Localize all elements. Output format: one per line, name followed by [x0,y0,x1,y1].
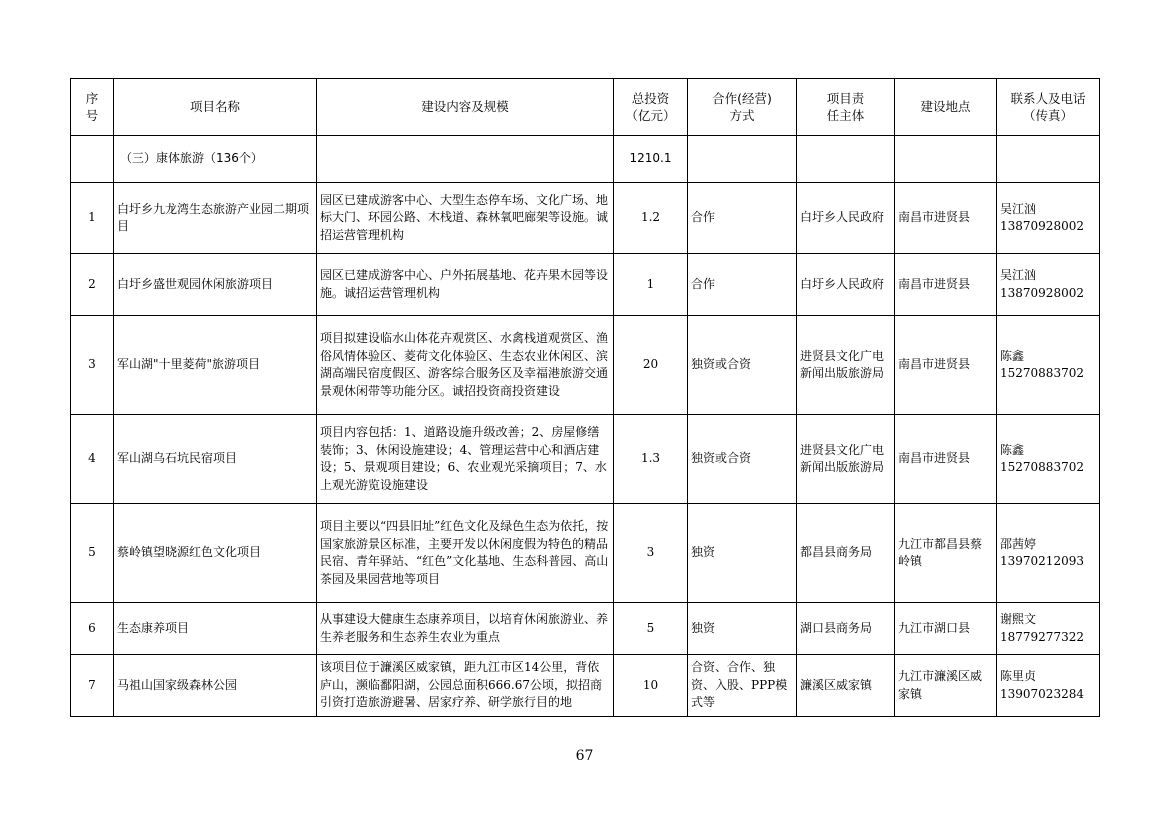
project-location: 南昌市进贤县 [895,183,997,254]
project-name: 生态康养项目 [114,603,317,655]
responsible-entity: 进贤县文化广电新闻出版旅游局 [797,415,895,504]
table-row [71,655,1100,717]
project-location: 九江市濂溪区威家镇 [895,655,997,717]
cooperation-mode: 合作 [688,183,797,254]
project-content: 从事建设大健康生态康养项目，以培育休闲旅游业、养生养老服务和生态养生农业为重点 [317,603,614,655]
project-content: 项目拟建设临水山体花卉观赏区、水禽栈道观赏区、渔俗风情体验区、菱荷文化体验区、生态农业休闲区、滨湖高端民宿度假区、游客综合服务区及幸福港旅游交通景观休闲带等功能分区。诚招投资商投资建设 [317,316,614,415]
responsible-entity: 都昌县商务局 [797,504,895,603]
table-header-row [71,79,1100,136]
section-name: （三）康体旅游（136个） [114,136,317,183]
table-row [71,183,1100,254]
investment-amount: 1 [614,254,688,316]
contact-info: 邵茜婷 13970212093 [997,504,1100,603]
page-number: 67 [575,748,594,764]
project-name: 军山湖乌石坑民宿项目 [114,415,317,504]
row-number: 1 [71,183,114,254]
project-location: 南昌市进贤县 [895,415,997,504]
contact-info: 陈鑫 15270883702 [997,415,1100,504]
cooperation-mode: 独资或合资 [688,415,797,504]
table-row [71,504,1100,603]
project-content: 园区已建成游客中心、户外拓展基地、花卉果木园等设施。诚招运营管理机构 [317,254,614,316]
row-number: 6 [71,603,114,655]
cooperation-mode: 合资、合作、独资、入股、PPP模式等 [688,655,797,717]
header-label: 总投资 （亿元） [625,90,676,123]
header-location [895,79,997,136]
investment-amount: 20 [614,316,688,415]
responsible-entity: 湖口县商务局 [797,603,895,655]
responsible-entity: 白圩乡人民政府 [797,183,895,254]
investment-amount: 10 [614,655,688,717]
project-content: 该项目位于濂溪区威家镇，距九江市区14公里，背依庐山，濒临鄱阳湖，公园总面积666.67公顷，拟招商引资打造旅游避暑、居家疗养、研学旅行目的地 [317,655,614,717]
contact-info: 陈鑫 15270883702 [997,316,1100,415]
header-label: 项目责 任主体 [826,90,865,123]
project-content: 项目主要以“四县旧址”红色文化及绿色生态为依托，按国家旅游景区标准，主要开发以休闲度假为特色的精品民宿、青年驿站、“红色”文化基地、生态科普园、高山茶园及果园营地等项目 [317,504,614,603]
cooperation-mode: 独资 [688,504,797,603]
section-total: 1210.1 [614,136,688,183]
row-number: 3 [71,316,114,415]
contact-info: 谢熙文 18779277322 [997,603,1100,655]
header-contact [997,79,1100,136]
responsible-entity: 白圩乡人民政府 [797,254,895,316]
project-content: 园区已建成游客中心、大型生态停车场、文化广场、地标大门、环园公路、木栈道、森林氧吧廊架等设施。诚招运营管理机构 [317,183,614,254]
header-label: 合作(经营) 方式 [712,90,772,123]
contact-info: 吴江汹 13870928002 [997,183,1100,254]
header-content [317,79,614,136]
contact-info: 陈里贞 13907023284 [997,655,1100,717]
project-name: 军山湖"十里菱荷"旅游项目 [114,316,317,415]
table-row [71,316,1100,415]
project-location: 九江市湖口县 [895,603,997,655]
row-number: 2 [71,254,114,316]
investment-amount: 5 [614,603,688,655]
row-number: 7 [71,655,114,717]
header-mode [688,79,797,136]
header-investment [614,79,688,136]
project-location: 南昌市进贤县 [895,254,997,316]
row-number: 4 [71,415,114,504]
project-location: 南昌市进贤县 [895,316,997,415]
table-row [71,603,1100,655]
project-name: 白圩乡盛世观园休闲旅游项目 [114,254,317,316]
cooperation-mode: 合作 [688,254,797,316]
cooperation-mode: 独资 [688,603,797,655]
project-name: 马祖山国家级森林公园 [114,655,317,717]
header-label: 联系人及电话 （传真） [1010,90,1086,123]
project-name: 蔡岭镇望晓源红色文化项目 [114,504,317,603]
cooperation-mode: 独资或合资 [688,316,797,415]
section-row [71,136,1100,183]
responsible-entity: 进贤县文化广电新闻出版旅游局 [797,316,895,415]
header-no [71,79,114,136]
table-row [71,254,1100,316]
project-table [70,78,1100,717]
header-entity [797,79,895,136]
project-location: 九江市都昌县蔡岭镇 [895,504,997,603]
investment-amount: 3 [614,504,688,603]
contact-info: 吴江汹 13870928002 [997,254,1100,316]
header-label: 序 号 [85,90,99,123]
row-number: 5 [71,504,114,603]
header-label: 项目名称 [189,99,240,115]
header-label: 建设地点 [920,99,971,115]
project-content: 项目内容包括：1、道路设施升级改善；2、房屋修缮装饰；3、休闲设施建设；4、管理运营中心和酒店建设；5、景观项目建设；6、农业观光采摘项目；7、水上观光游览设施建设 [317,415,614,504]
table-row [71,415,1100,504]
responsible-entity: 濂溪区威家镇 [797,655,895,717]
investment-amount: 1.2 [614,183,688,254]
header-label: 建设内容及规模 [421,99,509,115]
investment-amount: 1.3 [614,415,688,504]
project-name: 白圩乡九龙湾生态旅游产业园二期项目 [114,183,317,254]
header-name [114,79,317,136]
